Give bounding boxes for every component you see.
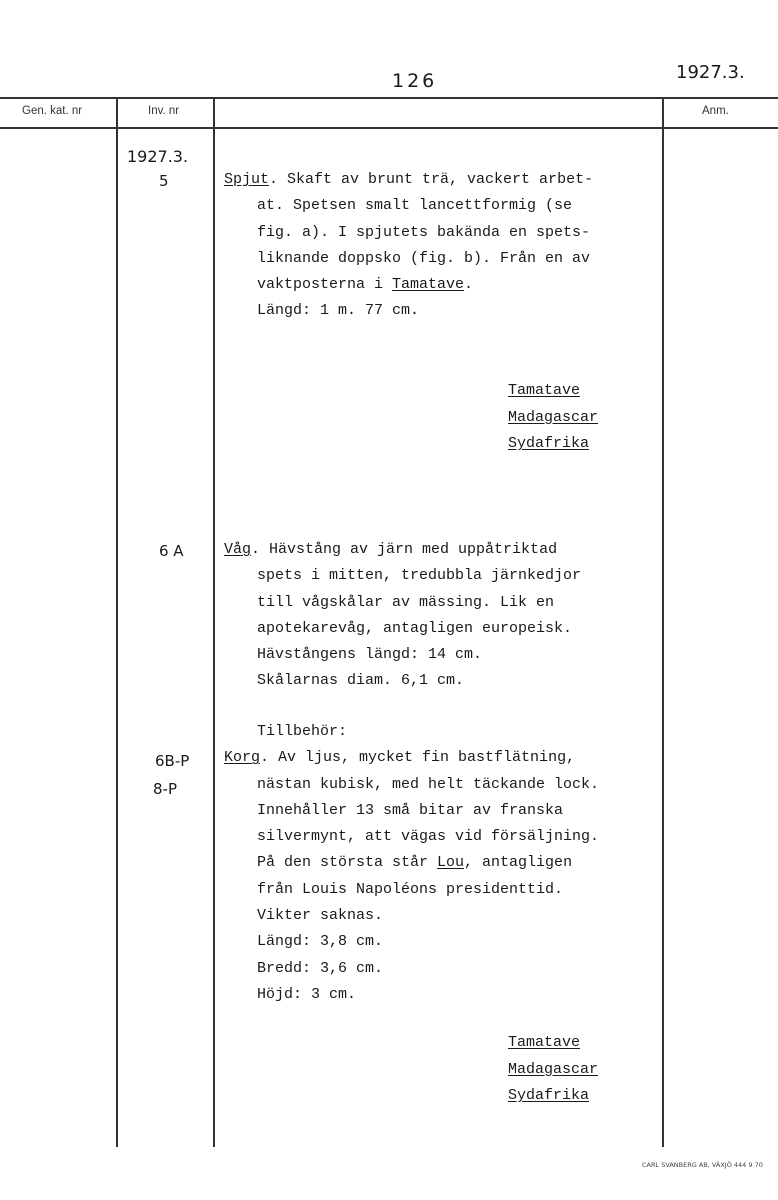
entry-title: Korg (224, 749, 261, 767)
entry-punctuation: . (464, 276, 474, 294)
entry-line: till vågskålar av mässing. Lik en (257, 593, 555, 611)
entry-title: Spjut (224, 171, 270, 188)
accessories-label: Tillbehör: (257, 723, 348, 740)
entry-line: Längd: 1 m. 77 cm. (257, 302, 420, 320)
entry-line: vaktposterna i (257, 276, 393, 294)
place-annotation (508, 1030, 598, 1110)
entry-vag (224, 537, 664, 695)
entry-line: liknande doppsko (fig. b). Från en av (257, 249, 591, 267)
place-region: Sydafrika (508, 435, 590, 452)
entry-line: fig. a). I spjutets bakända en spets- (257, 223, 591, 241)
entry-line: silvermynt, att vägas vid försäljning. (257, 828, 600, 846)
entry-title: Våg (224, 541, 252, 558)
place-annotation (508, 378, 598, 458)
entry-line: från Louis Napoléons presidenttid. (257, 880, 564, 898)
entry-line: Skålarnas diam. 6,1 cm. (257, 672, 465, 690)
inventory-number: 5 (159, 172, 169, 190)
entry-line: , antagligen (464, 854, 573, 872)
entry-line: at. Spetsen smalt lancettformig (se (257, 197, 573, 215)
entry-line: Vikter saknas. (257, 907, 384, 925)
entry-line: Innehåller 13 små bitar av franska (257, 801, 564, 819)
page-number: 126 (392, 70, 438, 92)
entry-line: nästan kubisk, med helt täckande lock. (257, 775, 600, 793)
place-country: Madagascar (508, 408, 599, 426)
inventory-number: 6B-P (155, 752, 190, 770)
place-city: Tamatave (508, 382, 581, 399)
entry-line: apotekarevåg, antagligen europeisk. (257, 619, 573, 637)
column-header-gen-kat-nr: Gen. kat. nr (22, 105, 83, 117)
column-header-inv-nr: Inv. nr (148, 105, 180, 117)
inventory-date: 1927.3. (127, 147, 189, 166)
place-country: Madagascar (508, 1060, 599, 1078)
place-region: Sydafrika (508, 1087, 590, 1104)
entry-korg (224, 719, 664, 1008)
column-header-anm: Anm. (702, 105, 729, 117)
entry-line: Hävstångens längd: 14 cm. (257, 646, 483, 664)
entry-line: Längd: 3,8 cm. (257, 933, 384, 951)
entry-line: . Av ljus, mycket fin bastflätning, (260, 749, 576, 767)
entry-spjut (224, 167, 664, 325)
entry-place-inline: Tamatave (392, 276, 465, 294)
stamp-text: Lou (437, 854, 465, 872)
entry-line: Höjd: 3 cm. (257, 985, 357, 1003)
entry-line: . Hävstång av järn med uppåtriktad (251, 541, 558, 558)
printer-imprint: CARL SVANBERG AB, VÄXJÖ 444 9 70 (642, 1161, 763, 1169)
column-divider (213, 97, 215, 1147)
entry-line: På den största står (257, 854, 438, 872)
column-divider (116, 97, 118, 1147)
entry-line: . Skaft av brunt trä, vackert arbet- (269, 171, 594, 188)
entry-line: spets i mitten, tredubbla järnkedjor (257, 567, 582, 585)
entry-line: Bredd: 3,6 cm. (257, 959, 384, 977)
inventory-number: 6 A (159, 542, 184, 560)
header-date: 1927.3. (676, 62, 745, 83)
place-city: Tamatave (508, 1034, 581, 1051)
inventory-number: 8-P (153, 780, 178, 798)
